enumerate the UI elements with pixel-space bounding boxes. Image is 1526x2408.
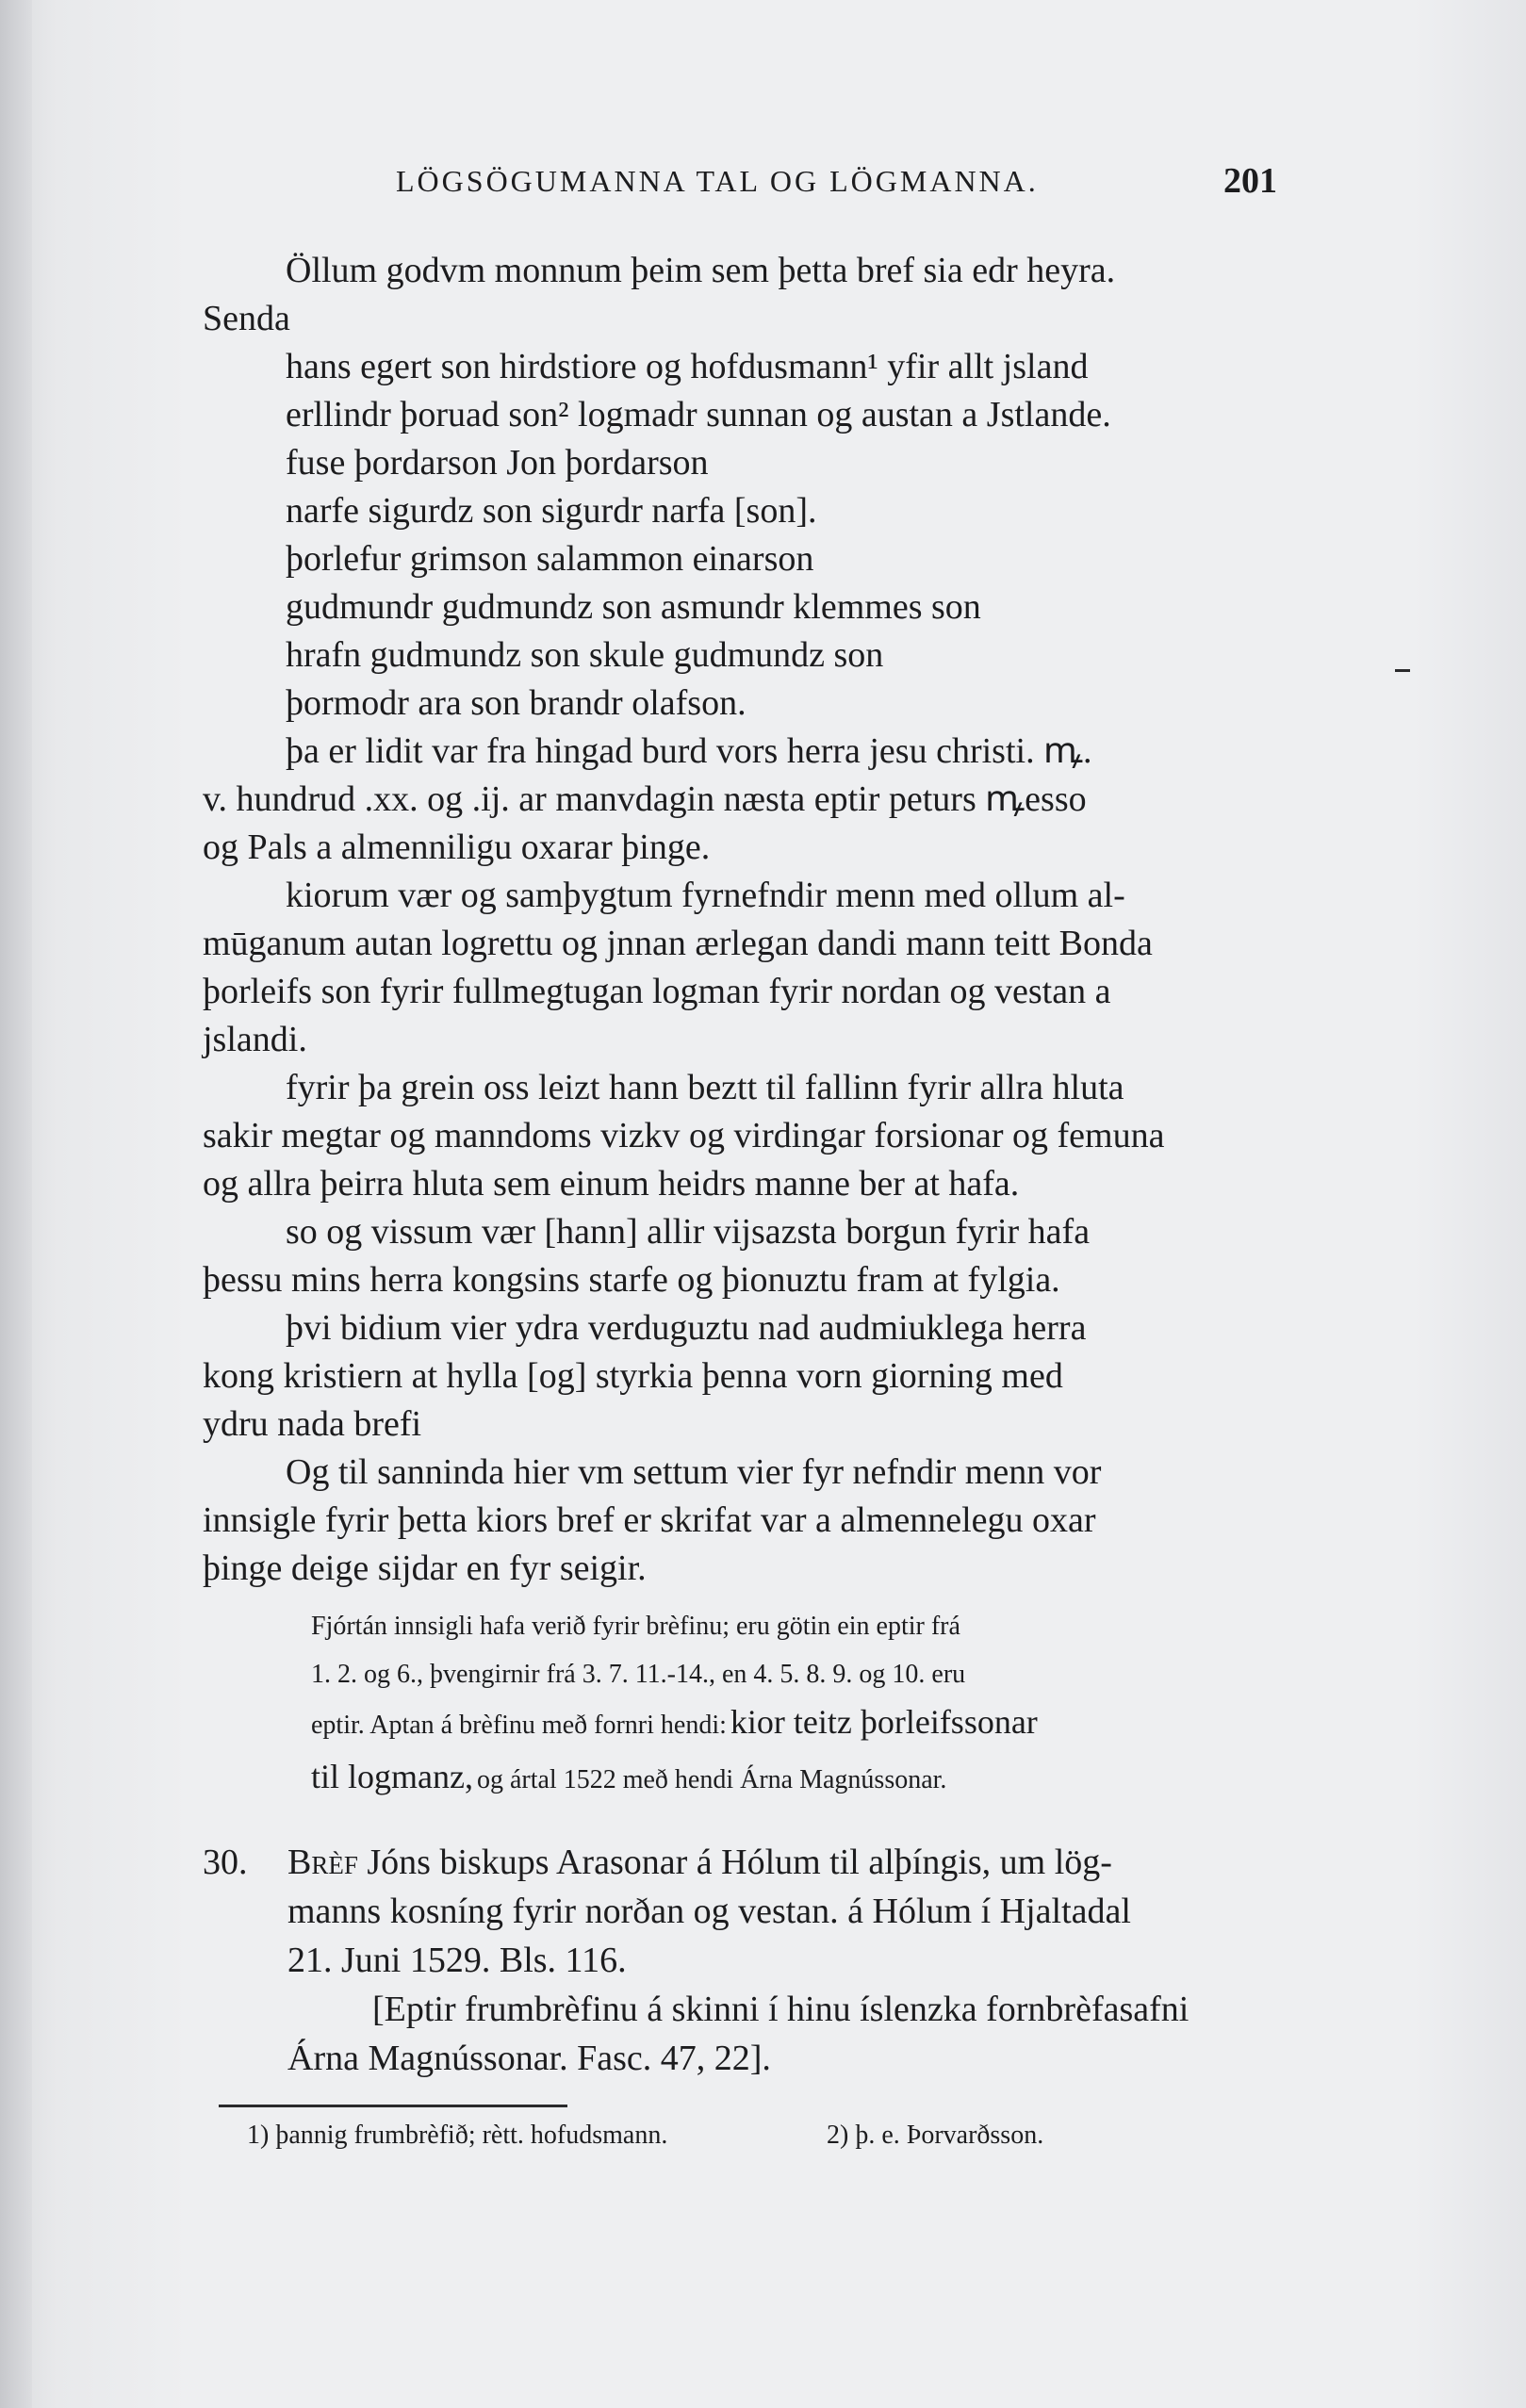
body-line: erllindr þoruad son² logmadr sunnan og austan a Jstlande. bbox=[286, 395, 1111, 434]
footnote-marker: 2) bbox=[827, 2121, 849, 2150]
body-line: þorlefur grimson salammon einarson bbox=[286, 539, 814, 579]
footnote-rule bbox=[219, 2105, 567, 2107]
body-line: Öllum godvm monnum þeim sem þetta bref sia edr heyra. bbox=[286, 251, 1116, 290]
body-line: v. hundrud .xx. og .ij. ar manvdagin næsta eptir peturs ꝳesso bbox=[203, 779, 1087, 819]
seal-note-fragment: og ártal 1522 með hendi Árna Magnússonar. bbox=[476, 1765, 947, 1794]
body-line: kong kristiern at hylla [og] styrkia þenna vorn giorning med bbox=[203, 1356, 1063, 1396]
footnote-text: þannig frumbrèfið; rètt. hofudsmann. bbox=[269, 2121, 668, 2150]
body-line: ydru nada brefi bbox=[203, 1404, 422, 1444]
section-source-line: [Eptir frumbrèfinu á skinni í hinu íslenzka fornbrèfasafni bbox=[372, 1990, 1190, 2029]
body-line: innsigle fyrir þetta kiors bref er skrifat var a almennelegu oxar bbox=[203, 1500, 1096, 1540]
body-line: þormodr ara son brandr olafson. bbox=[286, 683, 747, 723]
body-line: þorleifs son fyrir fullmegtugan logman fyrir nordan og vestan a bbox=[203, 972, 1111, 1011]
seal-note-fragment: eptir. Aptan á brèfinu með fornri hendi: bbox=[311, 1711, 727, 1740]
footnote-marker: 1) bbox=[247, 2121, 270, 2150]
seal-note-line: 1. 2. og 6., þvengirnir frá 3. 7. 11.-14., en 4. 5. 8. 9. og 10. eru bbox=[311, 1660, 966, 1689]
body-line: narfe sigurdz son sigurdr narfa [son]. bbox=[286, 491, 817, 531]
body-line: fuse þordarson Jon þordarson bbox=[286, 443, 709, 483]
body-line: þvi bidium vier ydra verduguztu nad audmiuklega herra bbox=[286, 1308, 1087, 1348]
body-line: hans egert son hirdstiore og hofdusmann¹ yfir allt jsland bbox=[286, 347, 1089, 386]
body-line: þessu mins herra kongsins starfe og þionuztu fram at fylgia. bbox=[203, 1260, 1060, 1300]
body-line: Og til sanninda hier vm settum vier fyr nefndir menn vor bbox=[286, 1452, 1102, 1492]
body-line: og Pals a almenniligu oxarar þinge. bbox=[203, 827, 711, 867]
seal-note-quote: til logmanz, bbox=[311, 1758, 473, 1795]
body-line: gudmundr gudmundz son asmundr klemmes son bbox=[286, 587, 981, 627]
page-binding-shadow bbox=[0, 0, 32, 2408]
margin-mark bbox=[1395, 669, 1410, 672]
seal-note-line: Fjórtán innsigli hafa verið fyrir brèfinu; eru götin ein eptir frá bbox=[311, 1612, 960, 1641]
body-line: þinge deige sijdar en fyr seigir. bbox=[203, 1548, 647, 1588]
section-heading-line: 21. Juni 1529. Bls. 116. bbox=[287, 1941, 627, 1980]
section-heading-caps: Brèf bbox=[287, 1843, 358, 1882]
section-heading-rest: Jóns biskups Arasonar á Hólum til alþíngis, um lög- bbox=[357, 1843, 1112, 1882]
body-line: hrafn gudmundz son skule gudmundz son bbox=[286, 635, 884, 675]
page-header bbox=[203, 160, 1277, 217]
section-number: 30. bbox=[203, 1843, 248, 1882]
footnote-text: þ. e. Þorvarðsson. bbox=[848, 2121, 1044, 2150]
seal-note-line bbox=[203, 1698, 1310, 1753]
running-title: LÖGSÖGUMANNA TAL OG LÖGMANNA. bbox=[396, 164, 1039, 198]
body-line: og allra þeirra hluta sem einum heidrs manne ber at hafa. bbox=[203, 1164, 1020, 1204]
body-line: Senda bbox=[203, 299, 290, 338]
body-line: kiorum vær og samþygtum fyrnefndir menn med ollum al- bbox=[286, 876, 1125, 915]
footnotes bbox=[247, 2121, 1321, 2162]
body-line: sakir megtar og manndoms vizkv og virdingar forsionar og femuna bbox=[203, 1116, 1165, 1155]
body-line: so og vissum vær [hann] allir vijsazsta borgun fyrir hafa bbox=[286, 1212, 1091, 1252]
seal-note-line bbox=[203, 1753, 1310, 1808]
section-heading-line bbox=[203, 1838, 1310, 1887]
seal-note-quote: kior teitz þorleifssonar bbox=[730, 1703, 1038, 1741]
section-source-line: Árna Magnússonar. Fasc. 47, 22]. bbox=[287, 2039, 771, 2078]
footnote-2 bbox=[827, 2121, 1043, 2151]
page-number: 201 bbox=[1223, 161, 1277, 201]
body-line: mūganum autan logrettu og jnnan ærlegan dandi mann teitt Bonda bbox=[203, 924, 1153, 963]
body-line: jslandi. bbox=[203, 1020, 307, 1059]
section-heading-line: manns kosníng fyrir norðan og vestan. á Hólum í Hjaltadal bbox=[287, 1892, 1131, 1931]
footnote-1 bbox=[247, 2121, 667, 2151]
body-line: fyrir þa grein oss leizt hann beztt til fallinn fyrir allra hluta bbox=[286, 1068, 1124, 1107]
section-30 bbox=[203, 1838, 1310, 2083]
body-line: þa er lidit var fra hingad burd vors herra jesu christi. ꝳ. bbox=[286, 731, 1092, 771]
seal-note bbox=[203, 1602, 1310, 1808]
letter-body bbox=[203, 247, 1310, 1593]
